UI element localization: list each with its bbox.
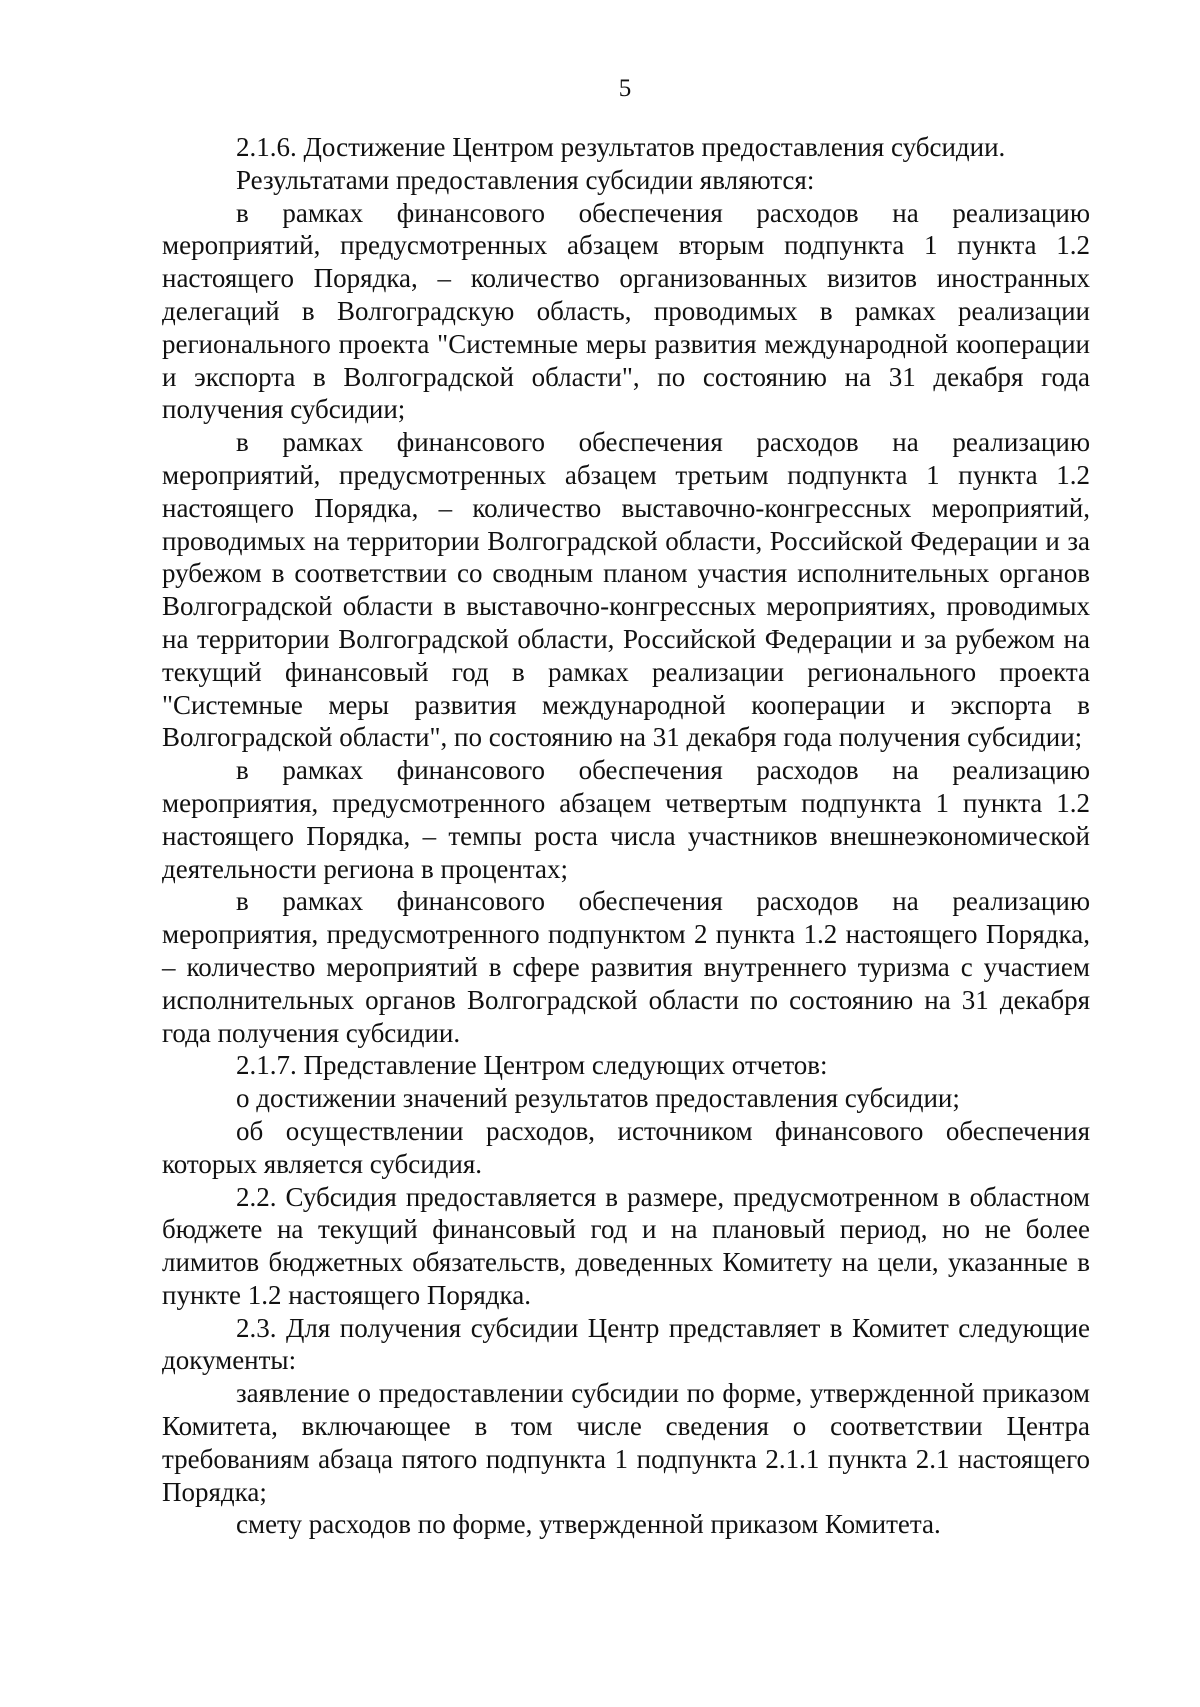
paragraph-result-domestic-tourism: в рамках финансового обеспечения расходов на реализацию мероприятия, предусмотренного подпунктом 2 пункта 1.2 настоящего Порядка, – количество мероприятий в сфере развития внутреннего туризма с участием исполнительных органов Волгоградской области по состоянию на 31 декабря года получения субсидии.: [162, 886, 1090, 1048]
paragraph-expense-estimate: смету расходов по форме, утвержденной приказом Комитета.: [236, 1509, 941, 1540]
paragraph-2-1-6-heading: 2.1.6. Достижение Центром результатов предоставления субсидии.: [236, 132, 1006, 162]
paragraph-2-3: 2.3. Для получения субсидии Центр представляет в Комитет следующие документы:: [162, 1312, 1090, 1376]
paragraph-2-1-7-heading: 2.1.7. Представление Центром следующих отчетов:: [236, 1050, 828, 1081]
paragraph-report-expenses: об осуществлении расходов, источником финансового обеспечения которых является субсидия.: [162, 1115, 1090, 1179]
page-number: 5: [618, 75, 632, 102]
paragraph-2-2: 2.2. Субсидия предоставляется в размере, предусмотренном в областном бюджете на текущий финансовый год и на плановый период, но не более лимитов бюджетных обязательств, доведенных Комитету на цели, указанные в пункте 1.2 настоящего Порядка.: [162, 1181, 1090, 1310]
paragraph-result-exhibition-events: в рамках финансового обеспечения расходов на реализацию мероприятий, предусмотренных абзацем третьим подпункта 1 пункта 1.2 настоящего Порядка, – количество выставочно-конгрессных мероприятий, проводимых на территории Волгоградской области, Российской Федерации и за рубежом в соответствии со сводным планом участия исполнительных органов Волгоградской области в выставочно-конгрессных мероприятиях, проводимых на территории Волгоградской области, Российской Федерации и за рубежом на текущий финансовый год в рамках реализации регионального проекта "Системные меры развития международной кооперации и экспорта в Волгоградской области", по состоянию на 31 декабря года получения субсидии;: [162, 427, 1090, 753]
paragraph-result-foreign-delegations: в рамках финансового обеспечения расходов на реализацию мероприятий, предусмотренных абзацем вторым подпункта 1 пункта 1.2 настоящего Порядка, – количество организованных визитов иностранных делегаций в Волгоградскую область, проводимых в рамках реализации регионального проекта "Системные меры развития международной кооперации и экспорта в Волгоградской области", по состоянию на 31 декабря года получения субсидии;: [162, 197, 1090, 425]
paragraph-result-growth-rate: в рамках финансового обеспечения расходов на реализацию мероприятия, предусмотренного абзацем четвертым подпункта 1 пункта 1.2 настоящего Порядка, – темпы роста числа участников внешнеэкономической деятельности региона в процентах;: [162, 755, 1090, 884]
document-body: [162, 131, 1090, 1541]
paragraph-report-results: о достижении значений результатов предоставления субсидии;: [236, 1083, 960, 1114]
paragraph-results-intro: Результатами предоставления субсидии являются:: [236, 164, 815, 195]
paragraph-application-form: заявление о предоставлении субсидии по форме, утвержденной приказом Комитета, включающее в том числе сведения о соответствии Центра требованиям абзаца пятого подпункта 1 подпункта 2.1.1 пункта 2.1 настоящего Порядка;: [162, 1378, 1090, 1507]
